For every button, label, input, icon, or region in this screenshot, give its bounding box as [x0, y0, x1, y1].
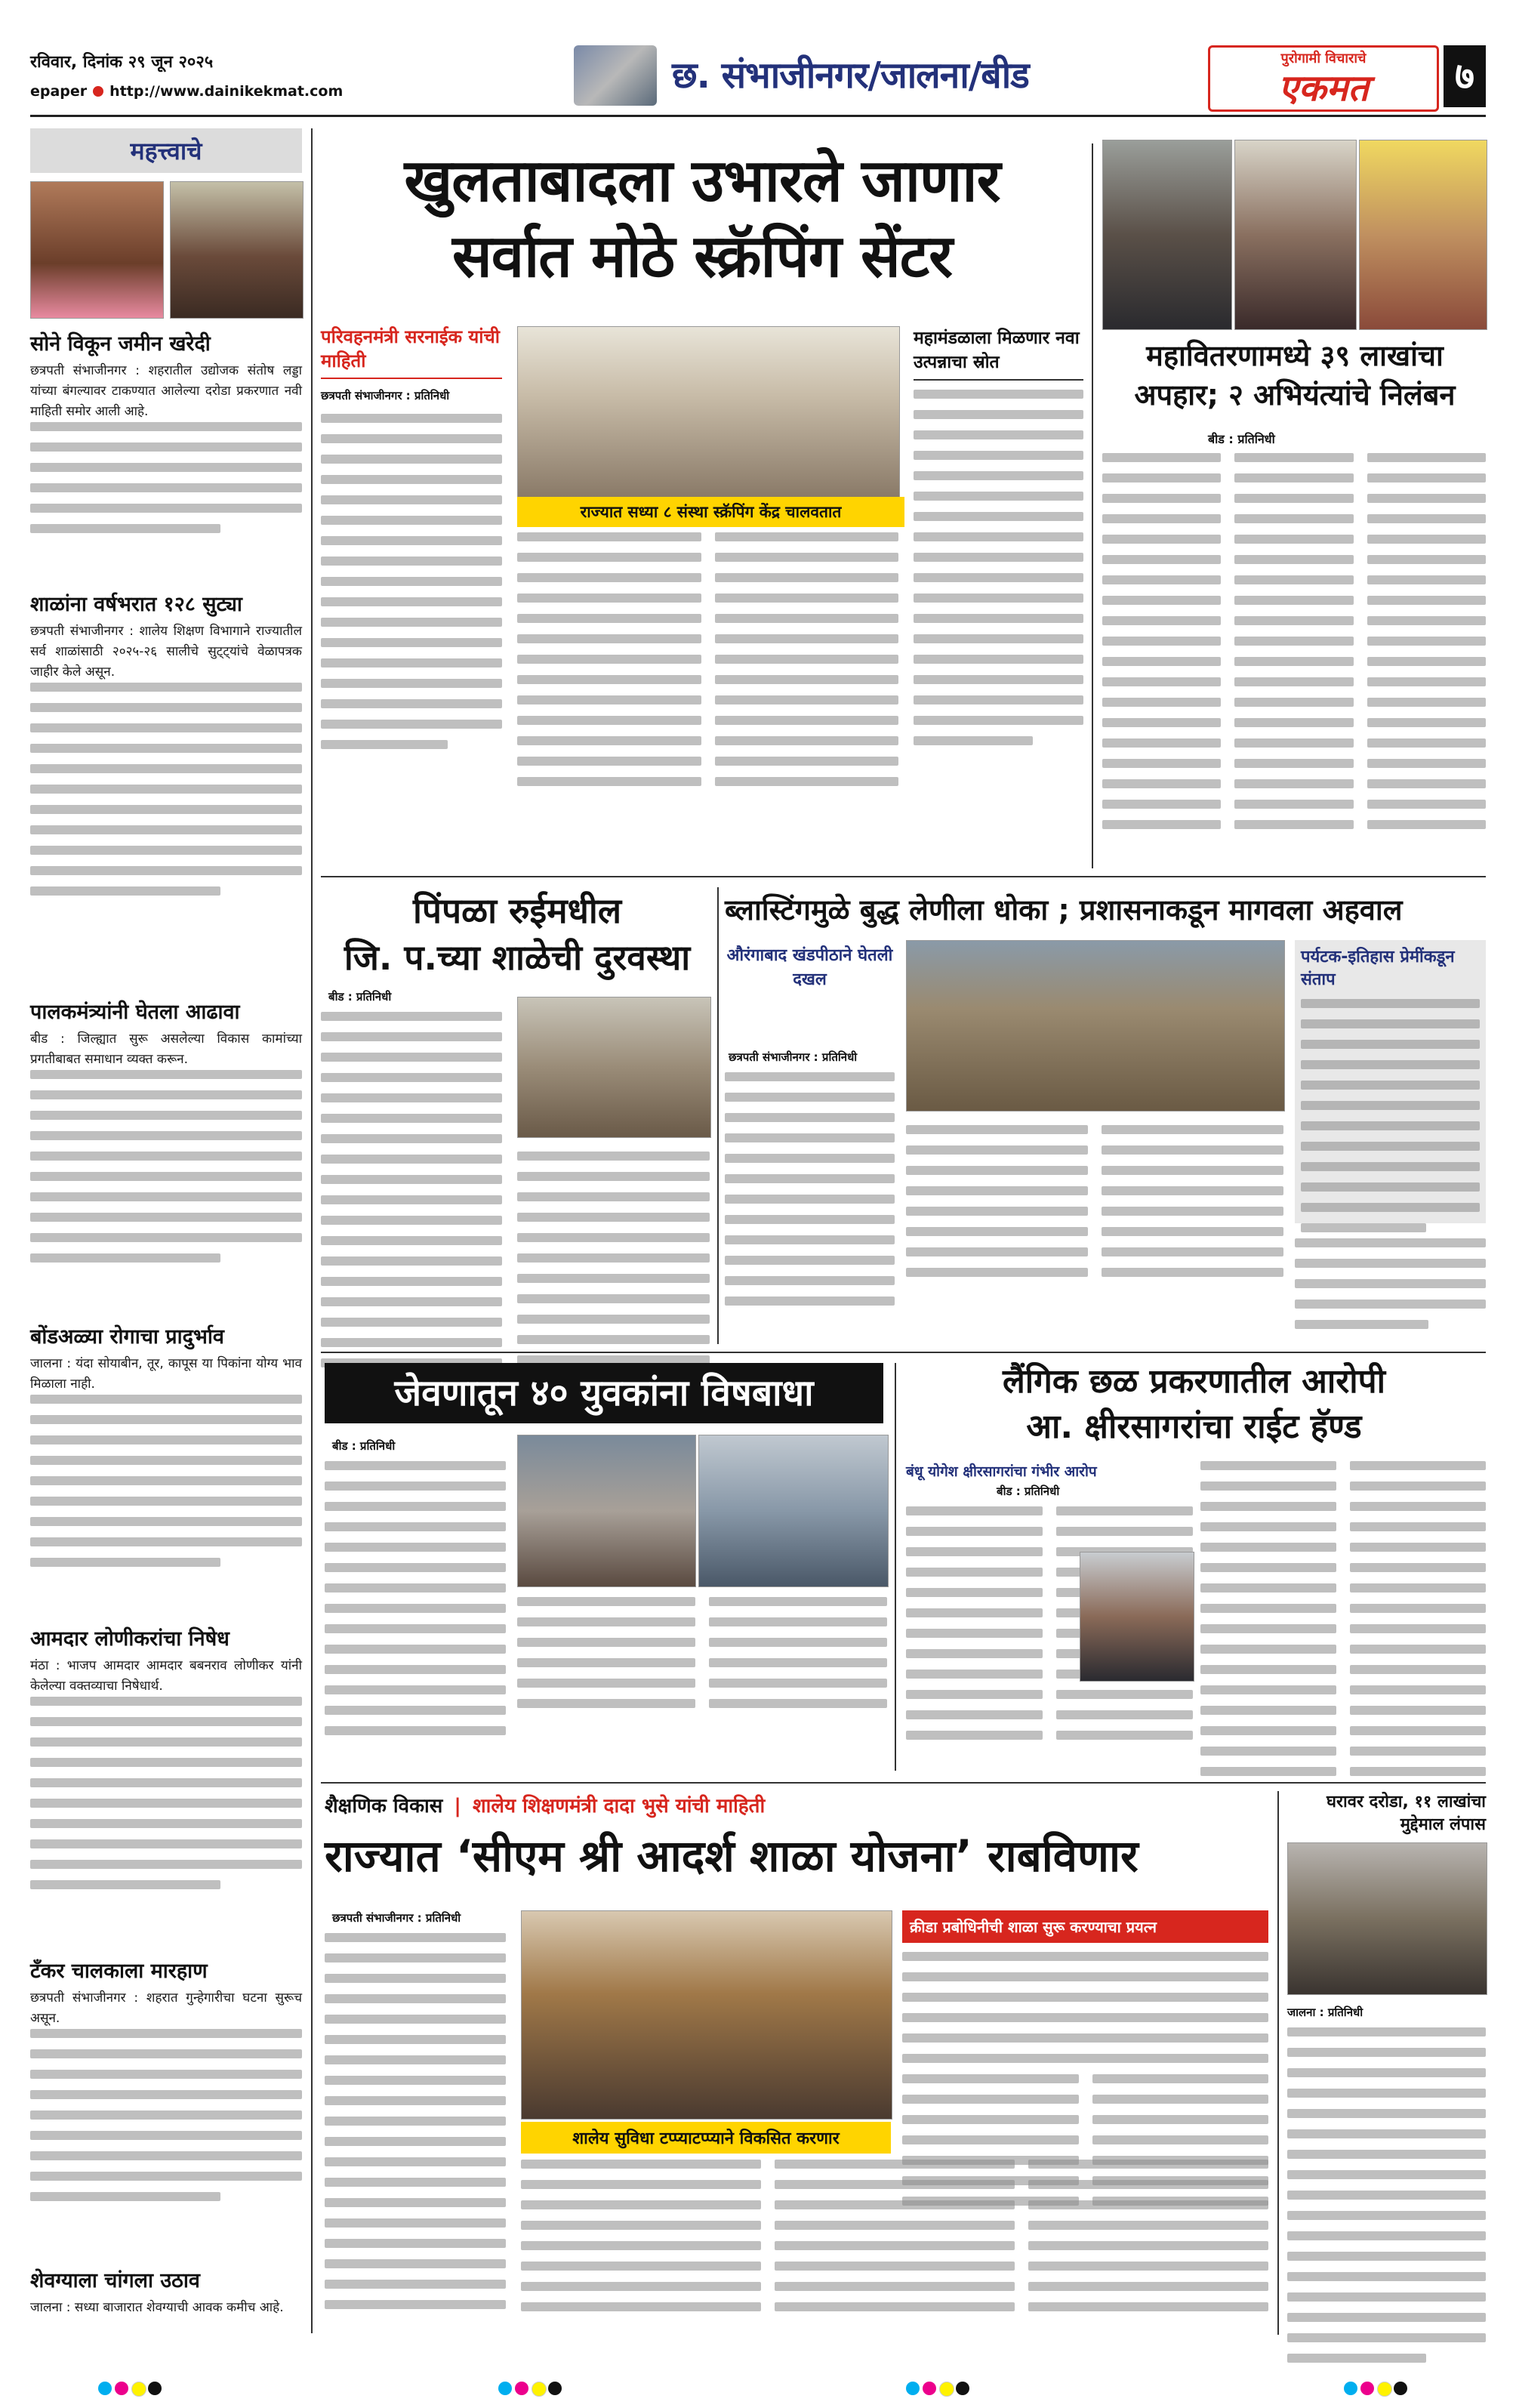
sidebar-item-lead: जालना : सध्या बाजारात शेवग्याची आवक कमीच आहे.	[30, 2300, 284, 2315]
poison-dateline: बीड : प्रतिनिधी	[332, 1439, 396, 1453]
sidebar-item-title: शेवग्याला चांगला उठाव	[30, 2269, 200, 2292]
sidebar-item-lead: छत्रपती संभाजीनगर : शहरातील उद्योजक संतोष लड्डा यांच्या बंगल्यावर टाकण्यात आलेल्या दरोडा प्रकरणात नवी माहिती समोर आली आहे.	[30, 363, 302, 419]
education-red-strip: क्रीडा प्रबोधिनीची शाळा सुरू करण्याचा प्रयत्न	[902, 1910, 1268, 1943]
sidebar-item-lead: छत्रपती संभाजीनगर : शालेय शिक्षण विभागाने राज्यातील सर्व शाळांसाठी २०२५-२६ सालीचे सुट्ट्यांचे वेळापत्रक जाहीर केले असून.	[30, 624, 302, 680]
mahavitaran-photo-3	[1359, 140, 1487, 330]
buddha-side-box	[1295, 940, 1486, 1223]
sidebar-photo-woman	[30, 181, 164, 319]
education-kicker-label: शैक्षणिक विकास	[325, 1795, 443, 1818]
poison-headline: जेवणातून ४० युवकांना विषबाधा	[325, 1363, 883, 1423]
buddha-side-title: पर्यटक-इतिहास प्रेमींकडून संताप	[1301, 948, 1455, 989]
harassment-headline-line2: आ. क्षीरसागरांचा राईट हॅण्ड	[1026, 1407, 1362, 1446]
main-photo-caption: राज्यात सध्या ८ संस्था स्क्रॅपिंग केंद्र चालवतात	[517, 497, 904, 527]
main-dateline: छत्रपती संभाजीनगर : प्रतिनिधी	[321, 389, 450, 402]
education-event-photo	[521, 1910, 892, 2120]
poison-hospital-photo-2	[698, 1435, 889, 1587]
kicker-divider: |	[454, 1795, 461, 1818]
harassment-subhead: बंधू योगेश क्षीरसागरांचा गंभीर आरोप	[906, 1463, 1097, 1480]
edition-title: छ. संभाजीनगर/जालना/बीड	[672, 54, 1029, 97]
sidebar-photo-man	[170, 181, 304, 319]
pimpal-headline	[321, 887, 713, 981]
mahavitaran-photo-2	[1234, 140, 1357, 330]
sidebar-item-lead: मंठा : भाजप आमदार आमदार बबनराव लोणीकर यांनी केलेल्या वक्तव्याचा निषेधार्थ.	[30, 1658, 302, 1694]
pimpal-headline-line2: जि. प.च्या शाळेची दुरवस्था	[344, 937, 691, 978]
epaper-label: epaper	[30, 83, 88, 100]
masthead-tagline: पुरोगामी विचाराचे	[1280, 51, 1367, 66]
pimpal-dateline: बीड : प्रतिनिधी	[328, 990, 392, 1004]
education-headline: राज्यात ‘सीएम श्री आदर्श शाळा योजना’ राबविणार	[325, 1830, 1139, 1882]
mahavitaran-dateline: बीड : प्रतिनिधी	[1208, 432, 1275, 446]
poison-hospital-photo-1	[517, 1435, 696, 1587]
masthead-logo: एकमत	[1278, 67, 1369, 109]
buddha-box-title: औरंगाबाद खंडपीठाने घेतली दखल	[726, 946, 893, 989]
sidebar-item-lead: छत्रपती संभाजीनगर : शहरात गुन्हेगारीचा घटना सुरूच असून.	[30, 1990, 302, 2026]
education-dateline: छत्रपती संभाजीनगर : प्रतिनिधी	[332, 1911, 461, 1925]
masthead	[1208, 45, 1439, 112]
harassment-dateline: बीड : प्रतिनिधी	[997, 1485, 1060, 1498]
page-header	[30, 45, 1486, 110]
buddha-dateline: छत्रपती संभाजीनगर : प्रतिनिधी	[729, 1050, 858, 1064]
sidebar-item-title: आमदार लोणीकरांचा निषेध	[30, 1627, 230, 1651]
sidebar-item-title: सोने विकून जमीन खरेदी	[30, 332, 211, 356]
education-kicker	[325, 1791, 1268, 1818]
pimpal-headline-line1: पिंपळा रुईमधील	[412, 890, 622, 931]
sidebar-item-title: पालकमंत्र्यांनी घेतला आढावा	[30, 1001, 240, 1024]
robbery-headline: घरावर दरोडा, ११ लाखांचा मुद्देमाल लंपास	[1326, 1793, 1486, 1834]
page-number: ७	[1444, 45, 1486, 107]
sidebar-item-lead: बीड : जिल्ह्यात सुरू असलेल्या विकास कामांच्या प्रगतीबाबत समाधान व्यक्त करून.	[30, 1031, 302, 1067]
education-kicker-text: शालेय शिक्षणमंत्री दादा भुसे यांची माहिती	[472, 1795, 766, 1818]
website-link[interactable]: http://www.dainikekmat.com	[109, 83, 344, 100]
main-meeting-photo	[517, 326, 900, 498]
sidebar-item-title: शाळांना वर्षभरात १२८ सुट्या	[30, 593, 242, 616]
mahavitaran-headline: महावितरणामध्ये ३९ लाखांचा अपहार; २ अभियंत्यांचे निलंबन	[1134, 339, 1456, 412]
sidebar-item-title: टँकर चालकाला मारहाण	[30, 1959, 208, 1983]
revenue-box-title: महामंडळाला मिळणार नवा उत्पन्नाचा स्रोत	[914, 326, 1083, 381]
main-headline-line2: सर्वात मोठे स्क्रॅपिंग सेंटर	[452, 223, 952, 291]
robbery-dateline: जालना : प्रतिनिधी	[1287, 2006, 1363, 2019]
main-side-label: परिवहनमंत्री सरनाईक यांची माहिती	[321, 325, 502, 379]
harassment-headline-line1: लैंगिक छळ प्रकरणातील आरोपी	[1002, 1362, 1386, 1401]
edition-emblem	[574, 45, 657, 106]
sidebar-item-lead: जालना : यंदा सोयाबीन, तूर, कापूस या पिकांना योग्य भाव मिळाला नाही.	[30, 1356, 302, 1392]
main-headline-line1: खुलताबादला उभारले जाणार	[404, 147, 1000, 215]
sidebar-item-title: बोंडअळ्या रोगाचा प्रादुर्भाव	[30, 1325, 224, 1349]
sidebar	[30, 128, 302, 2333]
robbery-photo	[1287, 1842, 1487, 1995]
mahavitaran-photo-1	[1102, 140, 1232, 330]
buddha-cave-photo	[906, 940, 1285, 1112]
buddha-headline: ब्लास्टिंगमुळे बुद्ध लेणीला धोका ; प्रशासनाकडून मागवला अहवाल	[725, 893, 1403, 927]
harassment-photo	[1080, 1552, 1194, 1682]
sidebar-title: महत्त्वाचे	[30, 128, 302, 173]
harassment-headline	[902, 1359, 1486, 1450]
pimpal-school-photo	[517, 997, 711, 1138]
main-headline	[321, 143, 1083, 294]
education-photo-caption: शालेय सुविधा टप्प्याटप्प्याने विकसित करणार	[521, 2122, 891, 2154]
globe-icon	[93, 86, 103, 97]
issue-date: रविवार, दिनांक २९ जून २०२५	[30, 53, 214, 72]
